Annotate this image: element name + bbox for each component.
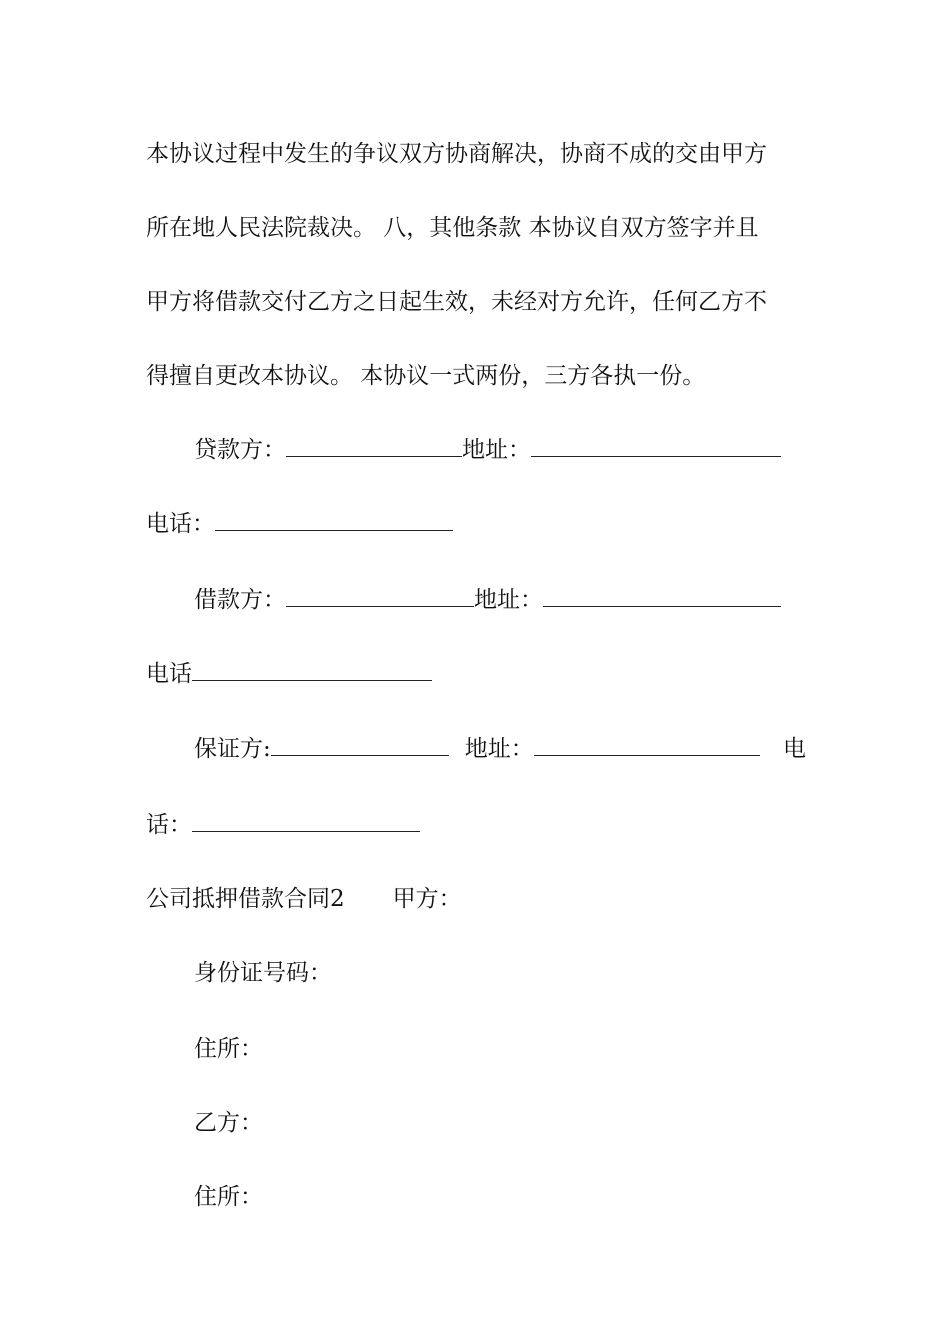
lender-phone-blank [215,510,453,531]
borrower-phone-row [146,659,806,689]
residence-label-a: 住所： [194,1036,263,1062]
id-number-label: 身份证号码： [194,960,332,986]
paragraph-line-1: 本协议过程中发生的争议双方协商解决，协商不成的交由甲方 [146,141,767,167]
guarantor-name-blank [271,735,449,756]
borrower-phone-blank [192,660,432,681]
guarantor-address-blank [534,735,760,756]
guarantor-label: 保证方: [194,736,271,762]
borrower-row [194,585,806,615]
lender-phone-row [146,509,806,539]
borrower-phone-label: 电话 [146,661,192,687]
party-a-label: 甲方： [392,886,462,912]
guarantor-phone-label-part2: 话： [146,812,192,838]
lender-name-blank [286,436,462,457]
lender-address-label: 地址： [462,437,531,463]
lender-row [194,435,806,465]
borrower-address-label: 地址： [474,587,543,613]
contract2-title: 公司抵押借款合同2 [146,886,345,912]
guarantor-phone-row [146,810,806,840]
guarantor-address-label: 地址： [464,736,534,762]
guarantor-phone-blank [192,811,420,832]
guarantor-phone-label-part1: 电 [783,736,806,762]
borrower-label: 借款方： [194,587,286,613]
paragraph-line-3: 甲方将借款交付乙方之日起生效，未经对方允许，任何乙方不 [146,289,767,315]
contract2-heading-row [146,884,806,914]
residence-label-b: 住所： [194,1184,263,1210]
lender-label: 贷款方： [194,437,286,463]
paragraph-line-2: 所在地人民法院裁决。 八，其他条款 本协议自双方签字并且 [146,215,759,241]
party-b-label: 乙方： [194,1110,263,1136]
lender-phone-label: 电话： [146,511,215,537]
paragraph-line-4: 得擅自更改本协议。 本协议一式两份，三方各执一份。 [146,363,706,389]
borrower-address-blank [543,586,781,607]
borrower-name-blank [286,586,474,607]
guarantor-row [194,734,806,764]
lender-address-blank [531,436,781,457]
